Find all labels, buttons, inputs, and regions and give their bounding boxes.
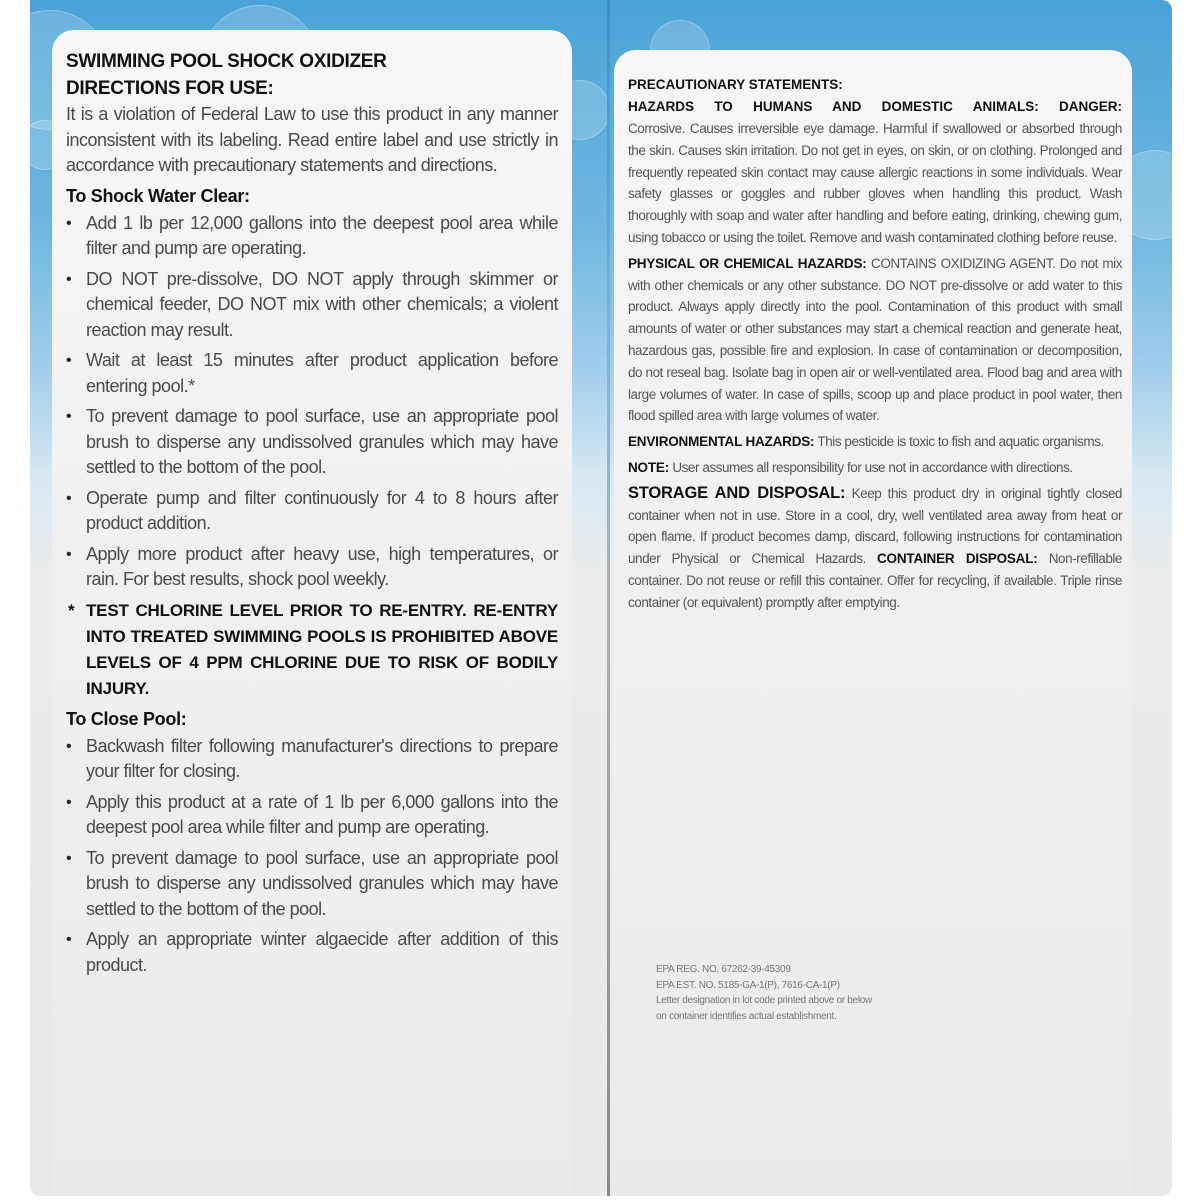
physical-hazards-heading: PHYSICAL OR CHEMICAL HAZARDS: (628, 255, 867, 271)
chlorine-reentry-warning (66, 598, 558, 702)
note-heading: NOTE: (628, 459, 669, 475)
shock-water-heading: To Shock Water Clear: (66, 185, 250, 206)
physical-hazards-section (628, 253, 1122, 427)
storage-text: Keep this product dry in original tightly closed container when not in use. Store in a cool, dry, well ventilated area away from heat or open flame. If product becomes damp, discard, following instructions for contamination under Physical or Chemical Hazards. (628, 485, 1122, 567)
storage-disposal-section (628, 483, 1122, 614)
list-item: • Apply this product at a rate of 1 lb per 6,000 gallons into the deepest pool area while filter and pump are operating. (66, 790, 558, 841)
list-item: • DO NOT pre-dissolve, DO NOT apply through skimmer or chemical feeder, DO NOT mix with other chemicals; a violent reaction may result. (66, 267, 558, 344)
epa-reg-number: EPA REG. NO. 67262-39-45309 (656, 964, 791, 975)
product-title: SWIMMING POOL SHOCK OXIDIZER (66, 51, 387, 72)
environmental-hazards-text: This pesticide is toxic to fish and aquatic organisms. (817, 434, 1104, 450)
list-item: • Operate pump and filter continuously for 4 to 8 hours after product addition. (66, 486, 558, 537)
environmental-hazards-section (628, 431, 1122, 453)
epa-lot-note: Letter designation in lot code printed above or below (656, 995, 872, 1006)
close-pool-heading: To Close Pool: (66, 708, 187, 729)
precautionary-heading: PRECAUTIONARY STATEMENTS: (628, 77, 843, 92)
federal-law-notice: It is a violation of Federal Law to use this product in any manner inconsistent with its labeling. Read entire label and use strictly in accordance with precautionary statements and directions. (66, 104, 558, 175)
hazards-humans-heading: HAZARDS TO HUMANS AND DOMESTIC ANIMALS: DANGER: (628, 99, 1122, 114)
directions-panel (52, 30, 572, 1196)
list-item: • To prevent damage to pool surface, use an appropriate pool brush to disperse any undissolved granules which may have settled to the bottom of the pool. (66, 404, 558, 481)
list-item: • Apply an appropriate winter algaecide after addition of this product. (66, 927, 558, 978)
container-disposal-text: Non-refillable container. Do not reuse or refill this container. Offer for recycling, if available. Triple rinse container (or equivalent) promptly after emptying. (628, 551, 1122, 610)
warning-text: TEST CHLORINE LEVEL PRIOR TO RE-ENTRY. RE-ENTRY INTO TREATED SWIMMING POOLS IS PROHIBITED ABOVE LEVELS OF 4 PPM CHLORINE DUE TO RISK OF BODILY INJURY. (86, 600, 558, 698)
note-section (628, 457, 1122, 479)
shock-water-list (66, 211, 558, 593)
epa-est-number: EPA EST. NO. 5185-GA-1(P), 7616-CA-1(P) (656, 979, 840, 991)
container-disposal-heading: CONTAINER DISPOSAL: (877, 551, 1038, 567)
precautionary-panel (614, 50, 1132, 1196)
list-item: • Wait at least 15 minutes after product application before entering pool.* (66, 348, 558, 399)
note-text: User assumes all responsibility for use not in accordance with directions. (672, 459, 1073, 475)
storage-disposal-heading: STORAGE AND DISPOSAL: (628, 483, 846, 502)
environmental-hazards-heading: ENVIRONMENTAL HAZARDS: (628, 434, 815, 450)
epa-registration-block (656, 962, 872, 1024)
list-item: • To prevent damage to pool surface, use an appropriate pool brush to disperse any undissolved granules which may have settled to the bottom of the pool. (66, 846, 558, 923)
asterisk-marker: * (68, 600, 75, 620)
hazards-humans-text: Corrosive. Causes irreversible eye damage. Harmful if swallowed or absorbed through the skin. Causes skin irritation. Do not get in eyes, on skin, or on clothing. Prolonged and frequently repeated skin contact may cause allergic reactions in some individuals. Wear safety glasses or goggles and rubber gloves when handling this product. Wash thoroughly with soap and water after handling and before eating, drinking, chewing gum, using tobacco or using the toilet. Remove and wash contaminated clothing before reuse. (628, 121, 1122, 245)
epa-lot-note: on container identifies actual establishment. (656, 1010, 837, 1022)
directions-heading: DIRECTIONS FOR USE: (66, 78, 274, 99)
list-item: • Backwash filter following manufacturer's directions to prepare your filter for closing. (66, 734, 558, 785)
list-item: • Add 1 lb per 12,000 gallons into the deepest pool area while filter and pump are operating. (66, 211, 558, 262)
list-item: • Apply more product after heavy use, high temperatures, or rain. For best results, shock pool weekly. (66, 542, 558, 593)
physical-hazards-text: CONTAINS OXIDIZING AGENT. Do not mix with other chemicals or any other substance. DO NOT pre-dissolve or add water to this product. Always apply directly into the pool. Contamination of this product with small amounts of water or other substances may start a chemical reaction and generate heat, hazardous gas, possible fire and explosion. In case of contamination or decomposition, do not reseal bag. Isolate bag in open air or well-ventilated area. Flood bag and area with large volumes of water. In case of spills, scoop up and place product in pool water, then flood spilled area with large volumes of water. (628, 255, 1122, 424)
close-pool-list (66, 734, 558, 979)
